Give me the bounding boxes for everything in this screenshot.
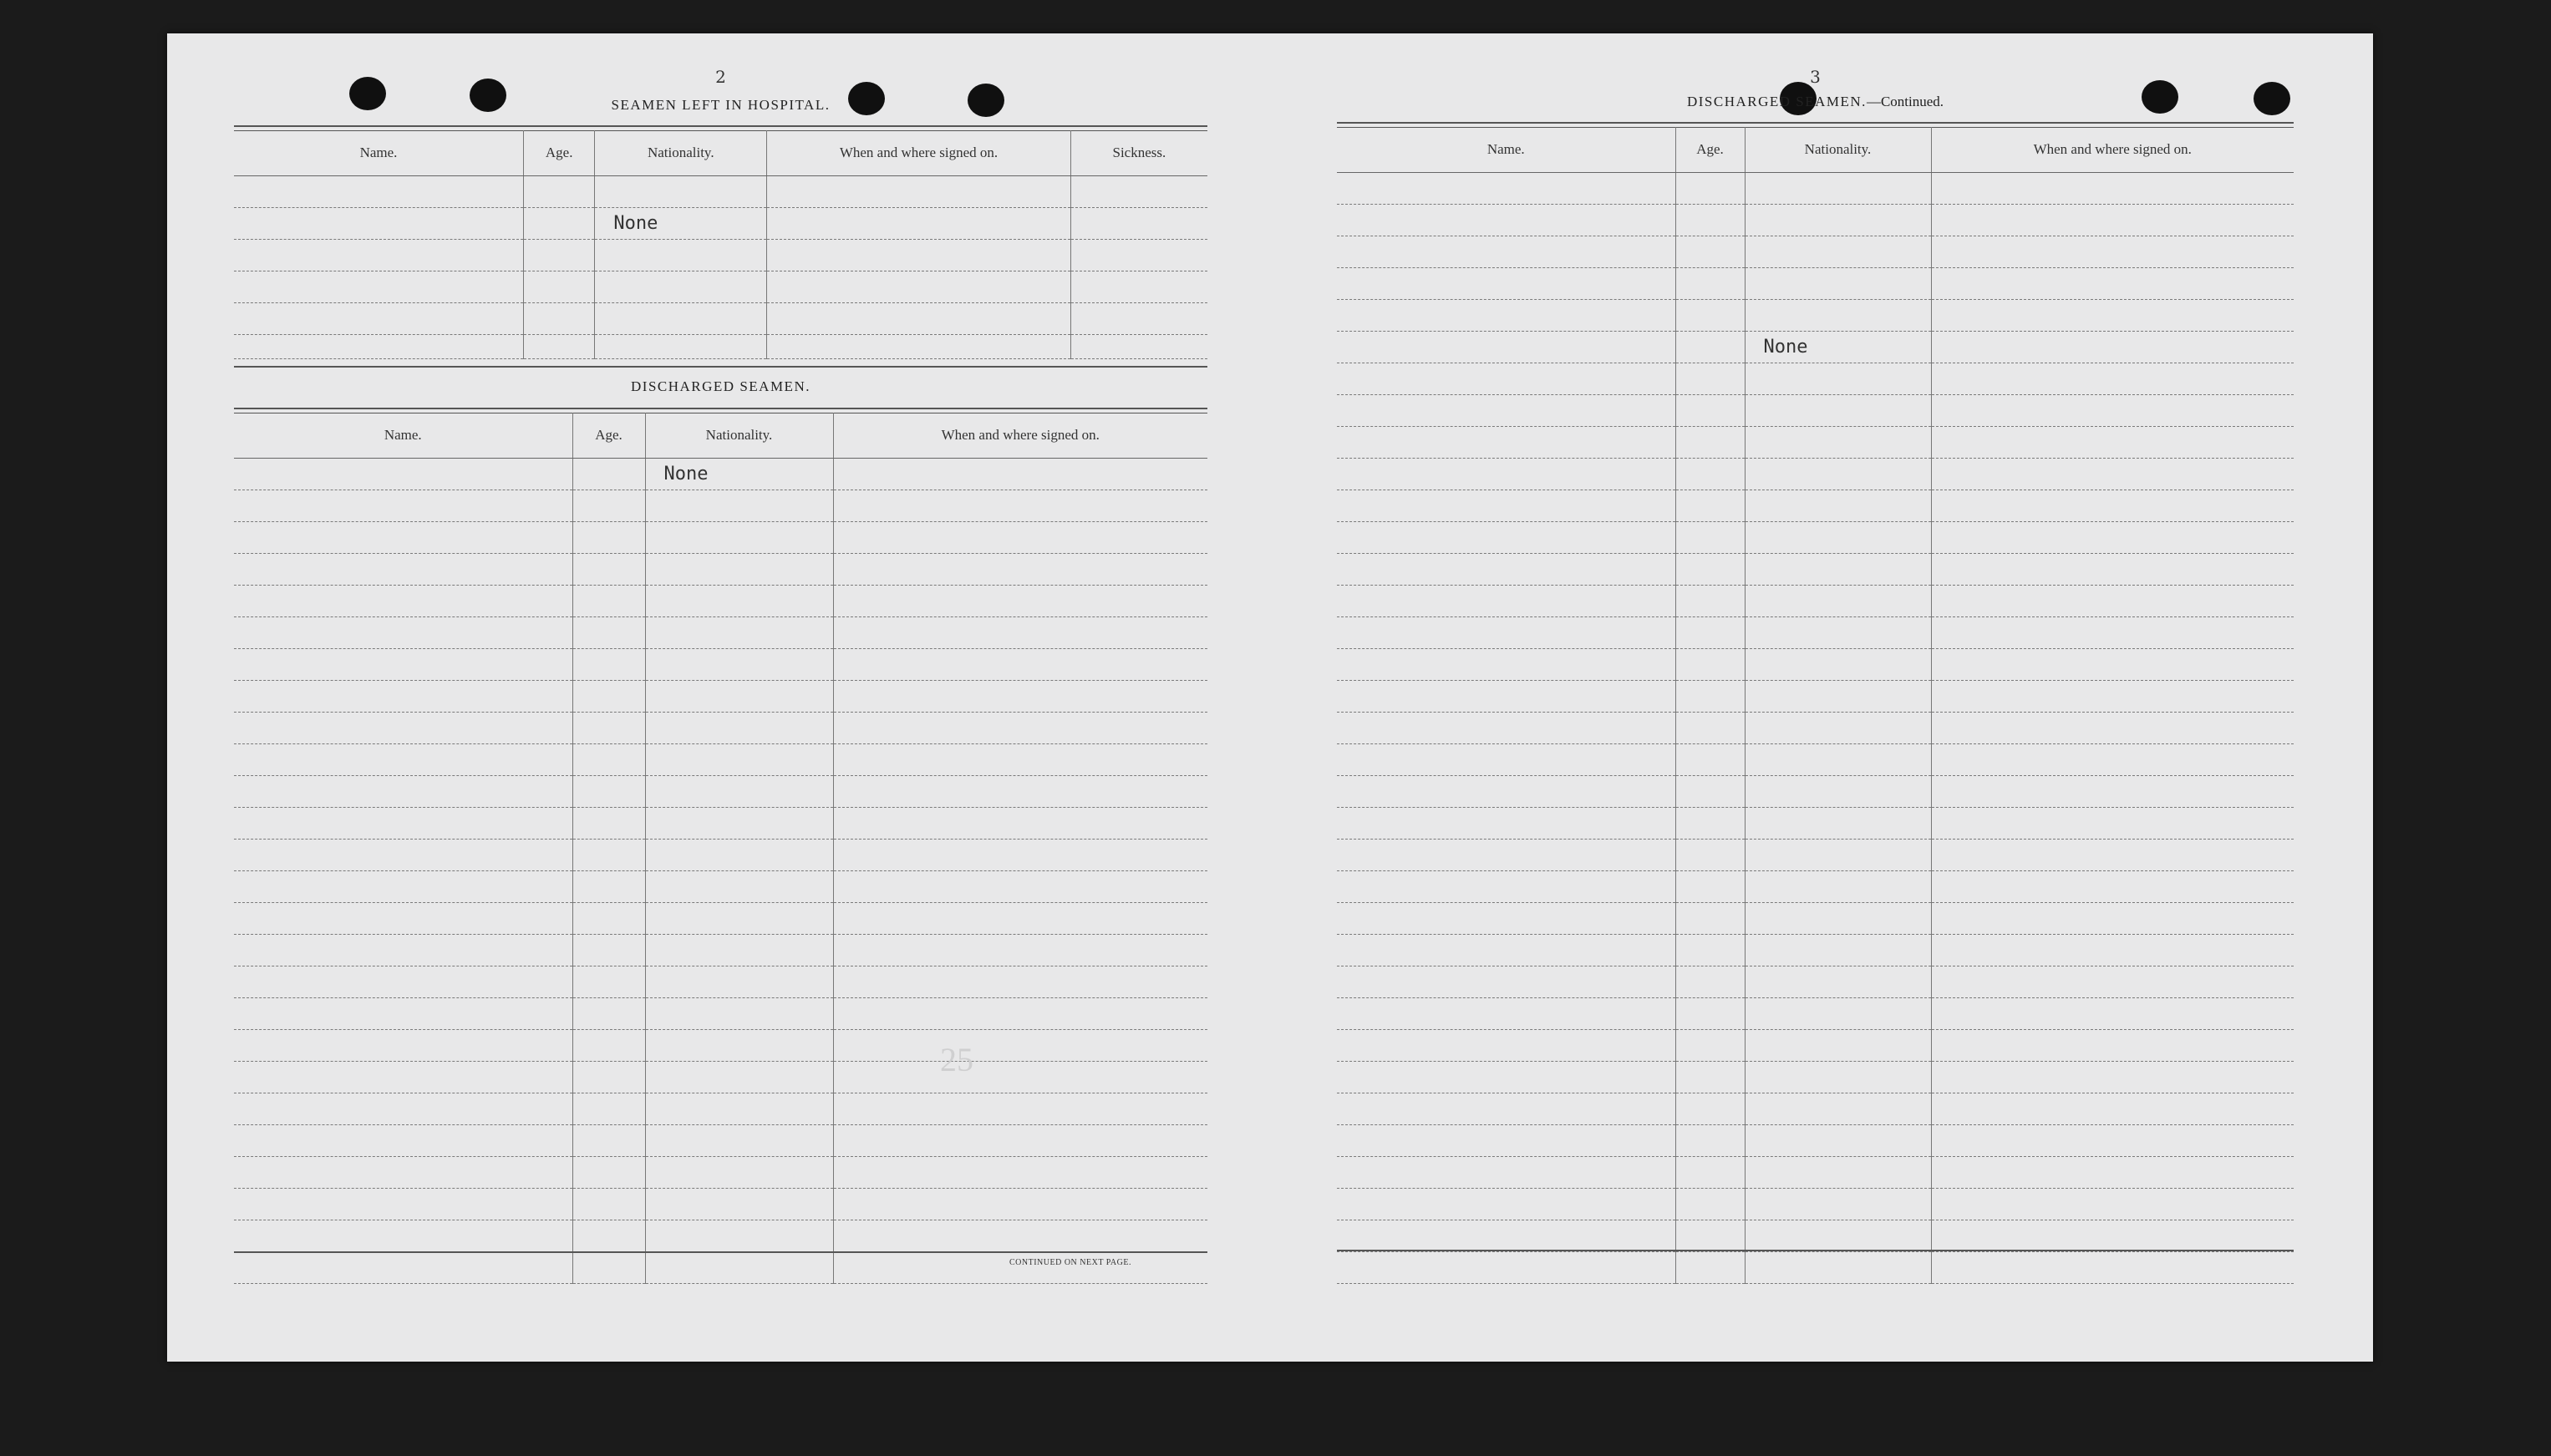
discharged-continued-table [1337, 127, 2294, 1284]
table-row [234, 1062, 1207, 1093]
column-header: Nationality. [595, 130, 767, 176]
table-row [234, 176, 1207, 208]
table-row [234, 1125, 1207, 1157]
table-row [234, 744, 1207, 776]
discharged-table [234, 413, 1207, 1284]
table-row [234, 490, 1207, 522]
table-row [1337, 205, 2294, 236]
table-row [1337, 490, 2294, 522]
table-row [1337, 1030, 2294, 1062]
table-row [234, 617, 1207, 649]
table-row [234, 1030, 1207, 1062]
table-row [1337, 236, 2294, 268]
section-rule [234, 366, 1207, 368]
entry-none: None [595, 208, 767, 240]
table-row [234, 776, 1207, 808]
column-header: Nationality. [1745, 127, 1931, 173]
section-title-discharged-continued [1337, 94, 2294, 110]
table-row [1337, 1157, 2294, 1189]
column-header: When and where signed on. [1931, 127, 2294, 173]
continued-note: CONTINUED ON NEXT PAGE. [1009, 1258, 1131, 1267]
document-scan [167, 33, 2373, 1362]
faint-page-mark: 25 [940, 1041, 973, 1078]
table-row [234, 1157, 1207, 1189]
table-header-row [1337, 127, 2294, 173]
table-row [1337, 522, 2294, 554]
table-row [234, 1220, 1207, 1252]
table-row [1337, 554, 2294, 586]
table-row [234, 522, 1207, 554]
table-row [234, 903, 1207, 935]
table-row [234, 554, 1207, 586]
table-row [234, 586, 1207, 617]
column-header: Age. [1675, 127, 1745, 173]
section-title-text: DISCHARGED SEAMEN. [1686, 94, 1867, 109]
table-row [234, 208, 1207, 240]
page-number: 2 [715, 67, 726, 87]
column-header: When and where signed on. [833, 413, 1207, 459]
column-header: Name. [234, 413, 572, 459]
hospital-table [234, 130, 1207, 359]
table-row [1337, 966, 2294, 998]
table-row [1337, 1093, 2294, 1125]
table-row [234, 271, 1207, 303]
table-row [1337, 395, 2294, 427]
table-row [234, 935, 1207, 966]
bottom-rule [1337, 1250, 2294, 1251]
table-row [234, 459, 1207, 490]
table-row [1337, 268, 2294, 300]
table-row [1337, 363, 2294, 395]
table-row [1337, 459, 2294, 490]
table-row [1337, 332, 2294, 363]
column-header: Age. [523, 130, 594, 176]
table-row [1337, 1220, 2294, 1252]
table-row [234, 713, 1207, 744]
table-row [234, 1189, 1207, 1220]
table-row [1337, 776, 2294, 808]
table-row [1337, 681, 2294, 713]
table-row [1337, 1189, 2294, 1220]
section-title-discharged: DISCHARGED SEAMEN. [631, 378, 811, 394]
page-number: 3 [1810, 67, 1821, 87]
table-row [1337, 1252, 2294, 1284]
table-row [1337, 586, 2294, 617]
table-row [234, 240, 1207, 271]
bottom-rule [234, 1251, 1207, 1253]
table-row [1337, 808, 2294, 840]
table-row [1337, 871, 2294, 903]
table-row [234, 1093, 1207, 1125]
column-header: Age. [572, 413, 645, 459]
table-row [1337, 1062, 2294, 1093]
column-header: Nationality. [645, 413, 833, 459]
table-row [1337, 1125, 2294, 1157]
table-row [1337, 617, 2294, 649]
table-row [234, 335, 1207, 359]
table-row [234, 966, 1207, 998]
section-title-suffix: —Continued. [1866, 94, 1944, 109]
table-row [234, 998, 1207, 1030]
table-row [1337, 840, 2294, 871]
table-row [1337, 998, 2294, 1030]
table-row [1337, 173, 2294, 205]
column-header: Name. [234, 130, 523, 176]
entry-none: None [645, 459, 833, 490]
table-row [1337, 300, 2294, 332]
table-row [234, 808, 1207, 840]
table-row [234, 681, 1207, 713]
table-row [1337, 713, 2294, 744]
section-title-hospital: SEAMEN LEFT IN HOSPITAL. [611, 97, 831, 113]
table-row [234, 840, 1207, 871]
table-row [1337, 744, 2294, 776]
entry-none: None [1745, 332, 1931, 363]
column-header: Sickness. [1070, 130, 1207, 176]
column-header: When and where signed on. [767, 130, 1071, 176]
table-row [234, 649, 1207, 681]
column-header: Name. [1337, 127, 1675, 173]
table-row [234, 1252, 1207, 1284]
table-row [1337, 903, 2294, 935]
table-header-row [234, 130, 1207, 176]
table-row [234, 871, 1207, 903]
table-row [1337, 649, 2294, 681]
table-row [1337, 935, 2294, 966]
table-row [1337, 427, 2294, 459]
table-row [234, 303, 1207, 335]
table-header-row [234, 413, 1207, 459]
